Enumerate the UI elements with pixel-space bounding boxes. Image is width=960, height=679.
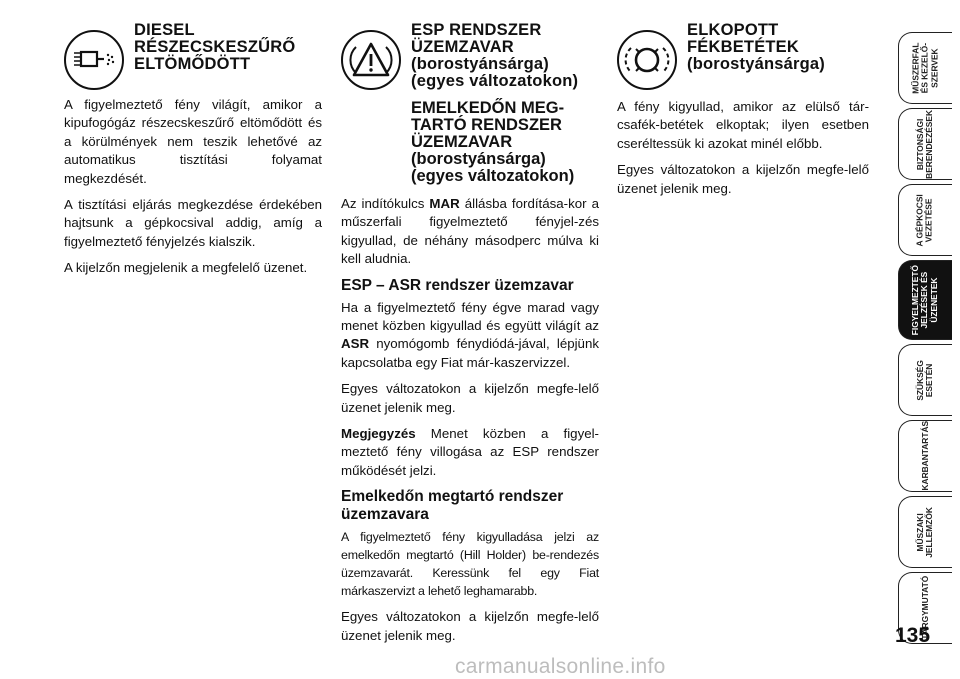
section-esp bbox=[341, 22, 599, 653]
page-number: 135 bbox=[895, 624, 931, 647]
esp-asr-heading: ESP – ASR rendszer üzemzavar bbox=[341, 276, 574, 294]
brake-pads-paragraph-2: Egyes változatokon a kijelzőn megfe-lelő üzenet jelenik meg. bbox=[617, 162, 869, 196]
tab-biztonsagi[interactable]: BIZTONSÁGI BERENDEZÉSEK bbox=[898, 108, 952, 180]
tab-muszerfal[interactable]: MŰSZERFAL ÉS KEZELŐ- SZERVEK bbox=[898, 32, 952, 104]
brake-pads-header bbox=[617, 22, 869, 90]
hill-holder-display-message: Egyes változatokon a kijelzőn megfe-lelő üzenet jelenik meg. bbox=[341, 609, 599, 643]
tab-szukseg-eseten[interactable]: SZÜKSÉG ESETÉN bbox=[898, 344, 952, 416]
section-brake-pads bbox=[617, 22, 869, 206]
hill-holder-heading: Emelkedőn megtartó rendszer üzemzavara bbox=[341, 488, 564, 524]
tab-muszaki-jellemzok[interactable]: MŰSZAKI JELLEMZŐK bbox=[898, 496, 952, 568]
diesel-particulate-filter-icon bbox=[64, 30, 124, 90]
tab-figyelmezteto-jelzesek[interactable]: FIGYELMEZTETŐ JELZÉSEK ÉS ÜZENETEK bbox=[898, 260, 952, 340]
hill-holder-paragraph: A figyelmeztető fény kigyulladása jelzi az emelkedőn megtartó (Hill Holder) be-rendezés üzemzavarát. Keressünk fel egy Fiat márkaszervizt a lehető leghamarabb. bbox=[341, 530, 599, 599]
watermark: carmanualsonline.info bbox=[455, 655, 666, 678]
diesel-filter-title: DIESEL RÉSZECSKESZŰRŐ ELTÖMŐDÖTT bbox=[134, 21, 296, 73]
esp-warning-triangle-icon bbox=[341, 30, 401, 90]
diesel-paragraph-2: A tisztítási eljárás megkezdése érdekében hajtsunk a gépkocsival addig, amíg a figyelmeztető fényjelzés kialszik. bbox=[64, 197, 322, 249]
brake-pads-paragraph-1: A fény kigyullad, amikor az elülső tár-csafék-betétek elkoptak; ilyen esetben cseréltessük ki azokat minél előbb. bbox=[617, 99, 869, 151]
tab-targymutato[interactable]: TÁRGYMUTATÓ bbox=[898, 572, 952, 644]
section-diesel-filter bbox=[64, 22, 322, 286]
diesel-filter-header bbox=[64, 22, 322, 90]
diesel-paragraph-1: A figyelmeztető fény világít, amikor a kipufogógáz részecskeszűrő eltömődött és a körülmények nem teszik lehetővé az automatikus tisztítási folyamat megkezdését. bbox=[64, 97, 322, 186]
esp-title: ESP RENDSZER ÜZEMZAVAR (borostyánsárga) (egyes változatokon) bbox=[411, 21, 579, 90]
esp-header bbox=[341, 22, 599, 90]
hill-holder-title: EMELKEDŐN MEG- TARTÓ RENDSZER ÜZEMZAVAR (borostyánsárga) (egyes változatokon) bbox=[411, 99, 575, 185]
tab-karbantartas[interactable]: KARBANTARTÁS bbox=[898, 420, 952, 492]
diesel-paragraph-3: A kijelzőn megjelenik a megfelelő üzenet. bbox=[64, 260, 308, 276]
brake-pads-title: ELKOPOTT FÉKBETÉTEK (borostyánsárga) bbox=[687, 21, 825, 73]
tab-gepkocsi-vezetese[interactable]: A GÉPKOCSI VEZETÉSE bbox=[898, 184, 952, 256]
esp-display-message: Egyes változatokon a kijelzőn megfe-lelő üzenet jelenik meg. bbox=[341, 381, 599, 415]
esp-note: Megjegyzés Menet közben a figyel-meztető fény villogása az ESP rendszer működését jelzi. bbox=[341, 426, 599, 478]
brake-pad-wear-icon bbox=[617, 30, 677, 90]
esp-intro: Az indítókulcs MAR állásba fordítása-kor a műszerfali figyelmeztető fényjel-zés kigyullad, de néhány másodperc múlva ki kell aludnia. bbox=[341, 196, 599, 267]
esp-asr-paragraph: Ha a figyelmeztető fény égve marad vagy menet közben kigyullad és együtt világít az ASR nyomógomb fénydiódá-jával, lépjünk kapcsolatba egy Fiat már-kaszervizzel. bbox=[341, 299, 599, 370]
